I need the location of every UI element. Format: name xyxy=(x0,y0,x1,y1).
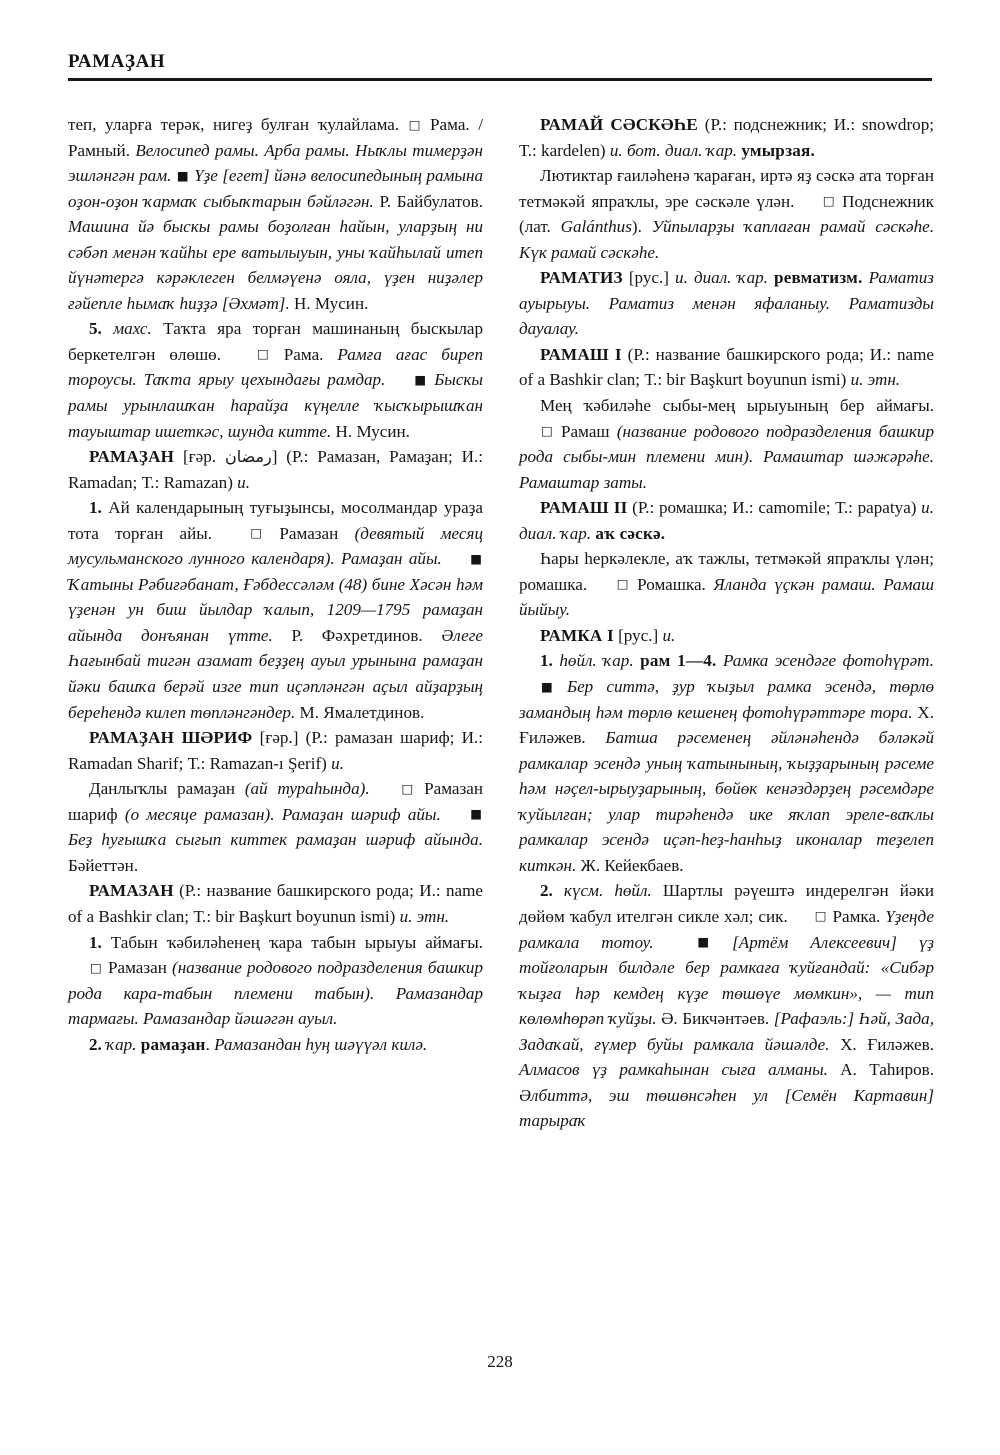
headword: умырзая. xyxy=(741,140,815,160)
example-text: [Рафаэль:] Һәй, Зада, Задаҡай, ғүмер буйы рамкала йәшәлде. xyxy=(519,1009,934,1054)
example-text: Үҙеңде рамкала тотоу. xyxy=(519,906,934,952)
definition-text: Р. Фәхретдинов. xyxy=(272,625,442,645)
definition-text: Таҡта яра торған машинаның быскылар беркетелгән өлөшө. xyxy=(68,319,483,364)
headword: РАМАҘАН xyxy=(89,447,175,467)
definition-text: Ә. Бикчәнтәев. xyxy=(656,1009,774,1029)
definition-text: Рамазан xyxy=(102,958,172,978)
example-text: (название родового подразделения башкир рода сыбы-мин племени мин). Рамаштар шәжәрәһе. Рамаштар заты. xyxy=(519,421,935,492)
dictionary-entry-paragraph xyxy=(519,342,934,393)
example-text: и. этн. xyxy=(850,370,901,390)
dictionary-entry-paragraph xyxy=(68,930,483,1032)
dictionary-entry-paragraph xyxy=(519,623,934,649)
definition-text: М. Ямалетдинов. xyxy=(295,702,425,722)
example-text: һөйл. ҡар. xyxy=(552,651,634,671)
column-left xyxy=(68,112,483,1134)
definition-text: (Р.: ромашка; И.: camomile; Т.: papatya) xyxy=(627,498,922,518)
example-text: Беҙ һуғышҡа сығып киттек рамаҙан шәриф айында. xyxy=(68,830,483,850)
example-text: күсм. һөйл. xyxy=(552,881,652,901)
definition-text: Лютиктар ғаиләһенә ҡараған, иртә яҙ сәскә ата торған тетмәкәй япраҡлы, эре сәскәле үлән. xyxy=(519,166,934,211)
filled-square-marker: ■ xyxy=(176,167,189,183)
example-text: Рамазандан һуң шәүүәл килә. xyxy=(214,1034,428,1054)
example-text: Әлеге Һағынбай тигән азамат беҙҙең ауыл урынына рамаҙан йәки башҡа берәй изге тип иҫәпләнгән аҫыл айҙарҙың береһендә килеп төпләнгәндер. xyxy=(68,625,483,722)
definition-text: Рама. / Рамный. xyxy=(68,115,484,160)
definition-text: Ромашка. xyxy=(629,574,714,594)
definition-text: Подснежник (лат. xyxy=(519,191,934,237)
definition-text: Х. Ғиләжев. xyxy=(519,702,934,748)
example-text: и. этн. xyxy=(399,906,450,926)
example-text: и. xyxy=(237,472,250,492)
definition-text: (Р.: подснежник; И.: snowdrop; Т.: kardelen) xyxy=(519,115,934,160)
definition-text xyxy=(385,370,392,389)
open-square-marker: □ xyxy=(408,116,421,132)
headword: аҡ сәскә. xyxy=(595,523,666,543)
example-text: Уйпыларҙы ҡаплаған рамай сәскәһе. Күк рамай сәскәһе. xyxy=(519,217,934,262)
headword: РАМАЗАН xyxy=(89,881,174,901)
example-text: Быскы рамы урынлашҡан һарайҙа күңелле ҡысҡырышҡан тауыштар ишеткәс, шунда китте. xyxy=(68,370,484,441)
definition-text: (Р.: название башкирского рода; И.: name of a Bashkir clan; Т.: bir Başkurt boyunun ismi) xyxy=(68,881,483,926)
example-text: (девятый месяц мусульманского лунного календаря). Рамаҙан айы. xyxy=(68,523,483,569)
definition-text: Табын ҡәбиләһенең ҡара табын ырыуы аймағы. xyxy=(101,932,483,952)
definition-text: теп, уларға терәк, нигеҙ булған ҡулайлама. xyxy=(68,115,408,134)
dictionary-continuation-paragraph xyxy=(68,316,483,444)
example-text: и. xyxy=(662,625,676,645)
open-square-marker: □ xyxy=(616,576,629,592)
headword: ревматизм. xyxy=(774,268,863,288)
header-rule xyxy=(68,78,932,81)
headword: РАМАҘАН ШӘРИФ xyxy=(89,728,253,748)
headword: РАМАЙ СӘСКӘҺЕ xyxy=(540,115,699,134)
definition-text: ). xyxy=(631,217,652,237)
dictionary-entry-paragraph xyxy=(519,265,934,342)
dictionary-entry-paragraph xyxy=(68,1032,483,1058)
open-square-marker: □ xyxy=(541,423,553,439)
dictionary-entry-paragraph xyxy=(68,776,483,878)
dictionary-entry-paragraph xyxy=(519,878,934,1133)
definition-text: Рамазан шариф xyxy=(68,779,483,824)
column-container xyxy=(68,112,934,1134)
headword: рам 1—4. xyxy=(640,651,717,671)
definition-text: Ай календарының туғыҙынсы, мосолмандар ураҙа тота торған айы. xyxy=(68,498,483,543)
dictionary-entry-paragraph xyxy=(519,546,934,623)
dictionary-entry-paragraph xyxy=(519,112,934,163)
example-text: и. диал. ҡар. xyxy=(519,498,934,543)
definition-text xyxy=(653,933,675,952)
example-text: Рамға ағас биреп тороусы. Таҡта ярыу цехындағы рамдар. xyxy=(68,344,484,390)
definition-text xyxy=(370,779,380,798)
definition-text: Шартлы рәүештә индерелгән йәки дөйөм ҡабул ителгән сикле хәл; сик. xyxy=(519,881,934,926)
example-text: Батша рәсеменең әйләнәһендә бәләкәй рамкалар эсендә уның ҡатынының, ҡыҙҙарының рәсеме һәм нәҫел-ырыуҙарының, бөйөк кенәздәрҙең рәсемдәре ҡуйылған; улар тирәһендә ике яҡлап эреле-ваҡлы рамкалар эсендә иҫәп-һеҙ-һанһыҙ иконалар теҙелеп киткән. xyxy=(519,728,935,875)
definition-text: А. Таһиров. xyxy=(827,1060,934,1080)
open-square-marker: □ xyxy=(90,959,102,975)
dictionary-entry-paragraph xyxy=(68,725,483,776)
running-head-title: РАМАҘАН xyxy=(68,51,166,72)
open-square-marker: □ xyxy=(401,780,414,796)
example-text: Galánthus xyxy=(560,217,632,237)
example-text: Үҙе [егет] йәнә велосипедының рамына оҙон-оҙон ҡармаҡ сыбыҡтарын бәйләгән. xyxy=(68,166,484,211)
open-square-marker: □ xyxy=(814,908,827,924)
sense-number: 2. xyxy=(540,881,553,901)
example-text: Рамка эсендәге фотоһүрәт. xyxy=(722,651,935,671)
example-text: ҡар. xyxy=(101,1034,137,1054)
definition-text xyxy=(441,805,448,824)
sense-number: 1. xyxy=(89,498,102,518)
dictionary-entry-paragraph xyxy=(519,648,934,878)
example-text: Ҡатыны Рәбиғәбанат, Ғәбдессәләм (48) бине Хәсән һәм үҙенән ун биш йылдар ҡалып, 1209—1795 рамаҙан айында донъянан үтте. xyxy=(68,574,483,645)
example-text: и. диал. ҡар. xyxy=(675,268,768,288)
definition-text: Рамаш xyxy=(553,421,617,441)
definition-text: Данлыҡлы рамаҙан xyxy=(89,779,245,799)
headword: РАМКА I xyxy=(540,625,614,645)
definition-text: Н. Мусин. xyxy=(289,293,369,313)
filled-square-marker: ■ xyxy=(470,550,482,566)
definition-text: [ғәр. xyxy=(174,447,225,467)
definition-text: . xyxy=(205,1034,215,1054)
column-right xyxy=(519,112,934,1134)
definition-text: Рама. xyxy=(269,344,338,364)
filled-square-marker: ■ xyxy=(414,371,427,387)
definition-text: [рус.] xyxy=(613,625,663,645)
definition-text: Н. Мусин. xyxy=(331,421,410,441)
dictionary-entry-paragraph xyxy=(68,444,483,495)
sense-number: 5. xyxy=(89,319,102,339)
page-number: 228 xyxy=(487,1352,513,1371)
definition-text: [рус.] xyxy=(622,268,676,288)
example-text: махс. xyxy=(101,319,152,339)
definition-text: ] (Р.: Рамазан, Рамаҙан; И.: Ramadan; Т.: Ramazan) xyxy=(68,447,483,492)
dictionary-continuation-paragraph xyxy=(68,112,483,316)
definition-text: Бәйеттән. xyxy=(68,855,139,875)
headword: рамаҙан xyxy=(140,1034,206,1054)
definition-text: Ж. Кейекбаев. xyxy=(576,855,684,875)
definition-text: Һары һеркәлекле, аҡ тажлы, тетмәкәй япраҡлы үлән; ромашка. xyxy=(519,549,934,594)
example-text: Яланда үҫкән рамаш. Рамаш йыйыу. xyxy=(519,574,934,620)
filled-square-marker: ■ xyxy=(697,934,710,949)
definition-text xyxy=(710,933,732,952)
example-text: (название родового подразделения башкир рода кара-табын племени табын). Рамазандар тармағы. Рамазандар йәшәгән ауыл. xyxy=(68,958,483,1029)
example-text: [Артём Алексеевич] үҙ тойғоларын билдәле бер рамкаға ҡуйғандай: «Сибәр ҡыҙға һәр кемдең күҙе төшөүе мөмкин», — тип көлөмһөрәп ҡуйҙы. xyxy=(519,932,934,1029)
example-text: Бер ситтә, ҙур ҡыҙыл рамка эсендә, төрлө замандың һәм төрлө кешенең фотоһүрәттәре тора. xyxy=(519,677,934,722)
arabic-etymon: رمضان xyxy=(224,447,272,467)
example-text: Велосипед рамы. Арба рамы. Ныҡлы тимерҙән эшләнгән рам. xyxy=(68,140,483,186)
dictionary-entry-paragraph xyxy=(68,495,483,725)
dictionary-entry-paragraph xyxy=(519,163,934,265)
example-text: Әлбиттә, эш төшөнсәһен ул [Семён Картавин] тарыраҡ xyxy=(519,1085,934,1131)
definition-text xyxy=(554,677,567,696)
dictionary-entry-paragraph xyxy=(519,495,934,546)
example-text: и. xyxy=(331,753,344,773)
sense-number: 2. xyxy=(89,1034,102,1054)
sense-number: 1. xyxy=(89,932,102,952)
example-text: Машина йә быскы рамы боҙолған һайын, уларҙың ни сәбәп менән ҡайһы ере ватылыуын, уны ҡайһылай итеп йүнәтергә кәрәклеген белмәүенә ояла, үҙен ниҙәлер ғәйепле һымаҡ һиҙҙә [Әхмәт]. xyxy=(68,217,483,313)
definition-text: Рамка. xyxy=(827,906,886,926)
dictionary-entry-paragraph xyxy=(519,393,934,495)
running-head xyxy=(68,52,932,81)
example-text: Алмасов үҙ рамкаһынан сыға алманы. xyxy=(519,1060,828,1080)
dictionary-entry-paragraph xyxy=(68,878,483,929)
definition-text: Рамазан xyxy=(263,523,355,543)
example-text: (ай тураһында). xyxy=(244,779,370,799)
definition-text: Х. Ғиләжев. xyxy=(829,1034,934,1054)
definition-text: (Р.: название башкирского рода; И.: name of a Bashkir clan; Т.: bir Başkurt boyunun ismi) xyxy=(519,344,934,390)
open-square-marker: □ xyxy=(822,193,835,209)
definition-text: Р. Байбулатов. xyxy=(373,191,483,211)
headword: РАМАШ II xyxy=(540,498,628,518)
example-text: и. бот. диал. ҡар. xyxy=(609,140,738,160)
open-square-marker: □ xyxy=(256,346,269,362)
definition-text: Мең ҡәбиләһе сыбы-мең ырыуының бер аймағы. xyxy=(540,396,934,416)
definition-text: [ғәр.] (Р.: рамазан шариф; И.: Ramadan Sharif; Т.: Ramazan-ı Şerif) xyxy=(68,728,483,773)
headword: РАМАТИЗ xyxy=(540,268,623,288)
open-square-marker: □ xyxy=(250,525,263,541)
example-text: Раматиз ауырыуы. Раматиз менән яфаланыу. Раматизды дауалау. xyxy=(519,268,934,339)
headword: РАМАШ I xyxy=(540,344,622,364)
filled-square-marker: ■ xyxy=(541,678,553,694)
sense-number: 1. xyxy=(540,651,553,671)
filled-square-marker: ■ xyxy=(470,806,482,822)
example-text: (о месяце рамазан). Рамаҙан шәриф айы. xyxy=(124,804,441,824)
